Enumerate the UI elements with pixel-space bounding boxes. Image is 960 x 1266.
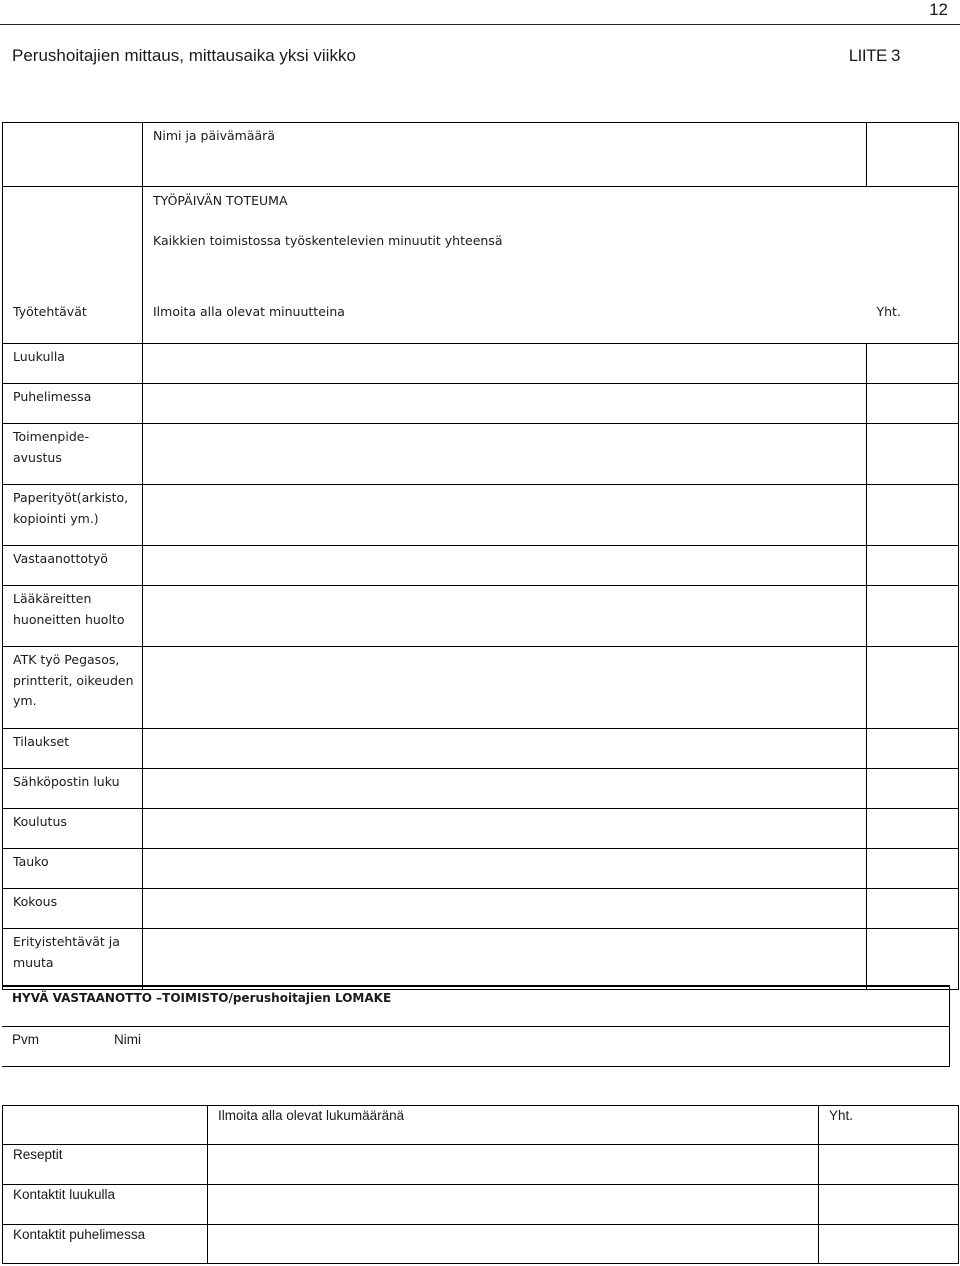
task-total-cell[interactable] (867, 384, 959, 424)
count-label-cell (3, 1145, 208, 1185)
workday-total-cell (867, 187, 959, 303)
workday-subtitle: Kaikkien toimistossa työskentelevien minuutit yhteensä (153, 232, 503, 248)
task-label: Luukulla (13, 349, 65, 364)
task-total-cell[interactable] (867, 729, 959, 769)
task-row (3, 729, 959, 769)
name-date-cell[interactable] (143, 123, 867, 187)
task-total-cell[interactable] (867, 424, 959, 485)
task-minutes-cell[interactable] (143, 586, 867, 647)
task-label: Toimenpide- avustus (13, 429, 89, 465)
form-title-cell (2, 986, 950, 1027)
task-minutes-cell[interactable] (143, 424, 867, 485)
task-label: Paperityöt(arkisto, kopiointi ym.) (13, 490, 129, 526)
task-label: Tilaukset (13, 734, 70, 749)
count-label: Reseptit (13, 1147, 63, 1162)
header-title: Perushoitajien mittaus, mittausaika yksi viikko (12, 46, 356, 65)
name-date-row (3, 123, 959, 187)
name-date-label: Nimi ja päivämäärä (153, 128, 275, 143)
total-header: Yht. (876, 304, 901, 319)
task-label-cell (3, 809, 143, 849)
workday-row (3, 187, 959, 303)
count-table (2, 1105, 959, 1264)
task-row (3, 849, 959, 889)
task-minutes-cell[interactable] (143, 485, 867, 546)
task-row (3, 424, 959, 485)
task-minutes-cell[interactable] (143, 809, 867, 849)
form-title: HYVÄ VASTAANOTTO –TOIMISTO/perushoitajien LOMAKE (12, 991, 392, 1005)
task-row (3, 586, 959, 647)
task-label: Lääkäreitten huoneitten huolto (13, 591, 125, 627)
task-minutes-cell[interactable] (143, 344, 867, 384)
tasks-header-cell (3, 302, 143, 344)
task-total-cell[interactable] (867, 344, 959, 384)
task-label-cell (3, 929, 143, 990)
total-header-cell (867, 302, 959, 344)
task-label-cell (3, 889, 143, 929)
task-row (3, 929, 959, 990)
task-label: Sähköpostin luku (13, 774, 120, 789)
task-row (3, 889, 959, 929)
task-minutes-cell[interactable] (143, 929, 867, 990)
task-label-cell (3, 586, 143, 647)
task-minutes-cell[interactable] (143, 384, 867, 424)
count-value-cell[interactable] (208, 1145, 819, 1185)
count-label-cell (3, 1225, 208, 1264)
task-row (3, 344, 959, 384)
task-row (3, 485, 959, 546)
workday-empty-cell (3, 187, 143, 303)
count-label-cell (3, 1185, 208, 1225)
task-total-cell[interactable] (867, 546, 959, 586)
task-label-cell (3, 769, 143, 809)
pvm-label: Pvm (12, 1032, 39, 1047)
task-row (3, 546, 959, 586)
task-minutes-cell[interactable] (143, 849, 867, 889)
task-label-cell (3, 424, 143, 485)
task-total-cell[interactable] (867, 586, 959, 647)
count-value-cell[interactable] (208, 1225, 819, 1264)
task-row (3, 384, 959, 424)
task-minutes-cell[interactable] (143, 889, 867, 929)
task-total-cell[interactable] (867, 647, 959, 729)
top-rule (0, 24, 960, 25)
page-number: 12 (929, 0, 948, 19)
count-value-cell[interactable] (208, 1185, 819, 1225)
count-total-header: Yht. (829, 1108, 854, 1123)
task-label: Kokous (13, 894, 58, 909)
task-label-cell (3, 344, 143, 384)
tasks-header: Työtehtävät (13, 304, 87, 319)
form-title-row (2, 986, 950, 1027)
task-label-cell (3, 647, 143, 729)
pvm-row (2, 1027, 950, 1067)
task-total-cell[interactable] (867, 809, 959, 849)
task-label: ATK työ Pegasos, printterit, oikeuden ym. (13, 652, 134, 708)
column-header-row (3, 302, 959, 344)
name-date-label-cell (3, 123, 143, 187)
task-label-cell (3, 485, 143, 546)
time-measurement-table (2, 122, 959, 990)
task-label-cell (3, 546, 143, 586)
task-label-cell (3, 384, 143, 424)
task-label: Vastaanottotyö (13, 551, 108, 566)
workday-cell (143, 187, 867, 303)
task-label: Tauko (13, 854, 49, 869)
task-row (3, 809, 959, 849)
minutes-header-cell (143, 302, 867, 344)
count-label: Kontaktit puhelimessa (13, 1227, 146, 1242)
task-minutes-cell[interactable] (143, 647, 867, 729)
count-total-cell[interactable] (819, 1185, 959, 1225)
task-total-cell[interactable] (867, 929, 959, 990)
task-label-cell (3, 729, 143, 769)
header-annex: LIITE 3 (848, 46, 900, 65)
count-row (3, 1185, 959, 1225)
name-label: Nimi (114, 1032, 141, 1047)
task-total-cell[interactable] (867, 769, 959, 809)
quantities-header-cell (208, 1106, 819, 1145)
count-empty-header-cell (3, 1106, 208, 1145)
count-row (3, 1145, 959, 1185)
workday-title: TYÖPÄIVÄN TOTEUMA (153, 193, 288, 208)
task-row (3, 769, 959, 809)
task-label: Erityistehtävät ja muuta (13, 934, 120, 970)
count-total-header-cell (819, 1106, 959, 1145)
task-minutes-cell[interactable] (143, 729, 867, 769)
task-total-cell[interactable] (867, 485, 959, 546)
pvm-name-cell[interactable] (2, 1027, 950, 1067)
form-header-table (2, 985, 950, 1067)
task-minutes-cell[interactable] (143, 546, 867, 586)
quantities-header: Ilmoita alla olevat lukumääränä (218, 1108, 405, 1123)
count-row (3, 1225, 959, 1264)
task-total-cell[interactable] (867, 889, 959, 929)
name-date-total-cell (867, 123, 959, 187)
task-minutes-cell[interactable] (143, 769, 867, 809)
task-total-cell[interactable] (867, 849, 959, 889)
count-total-cell[interactable] (819, 1145, 959, 1185)
count-total-cell[interactable] (819, 1225, 959, 1264)
task-label: Puhelimessa (13, 389, 92, 404)
task-label-cell (3, 849, 143, 889)
count-header-row (3, 1106, 959, 1145)
task-label: Koulutus (13, 814, 67, 829)
minutes-header: Ilmoita alla olevat minuutteina (153, 304, 345, 319)
task-row (3, 647, 959, 729)
count-label: Kontaktit luukulla (13, 1187, 116, 1202)
